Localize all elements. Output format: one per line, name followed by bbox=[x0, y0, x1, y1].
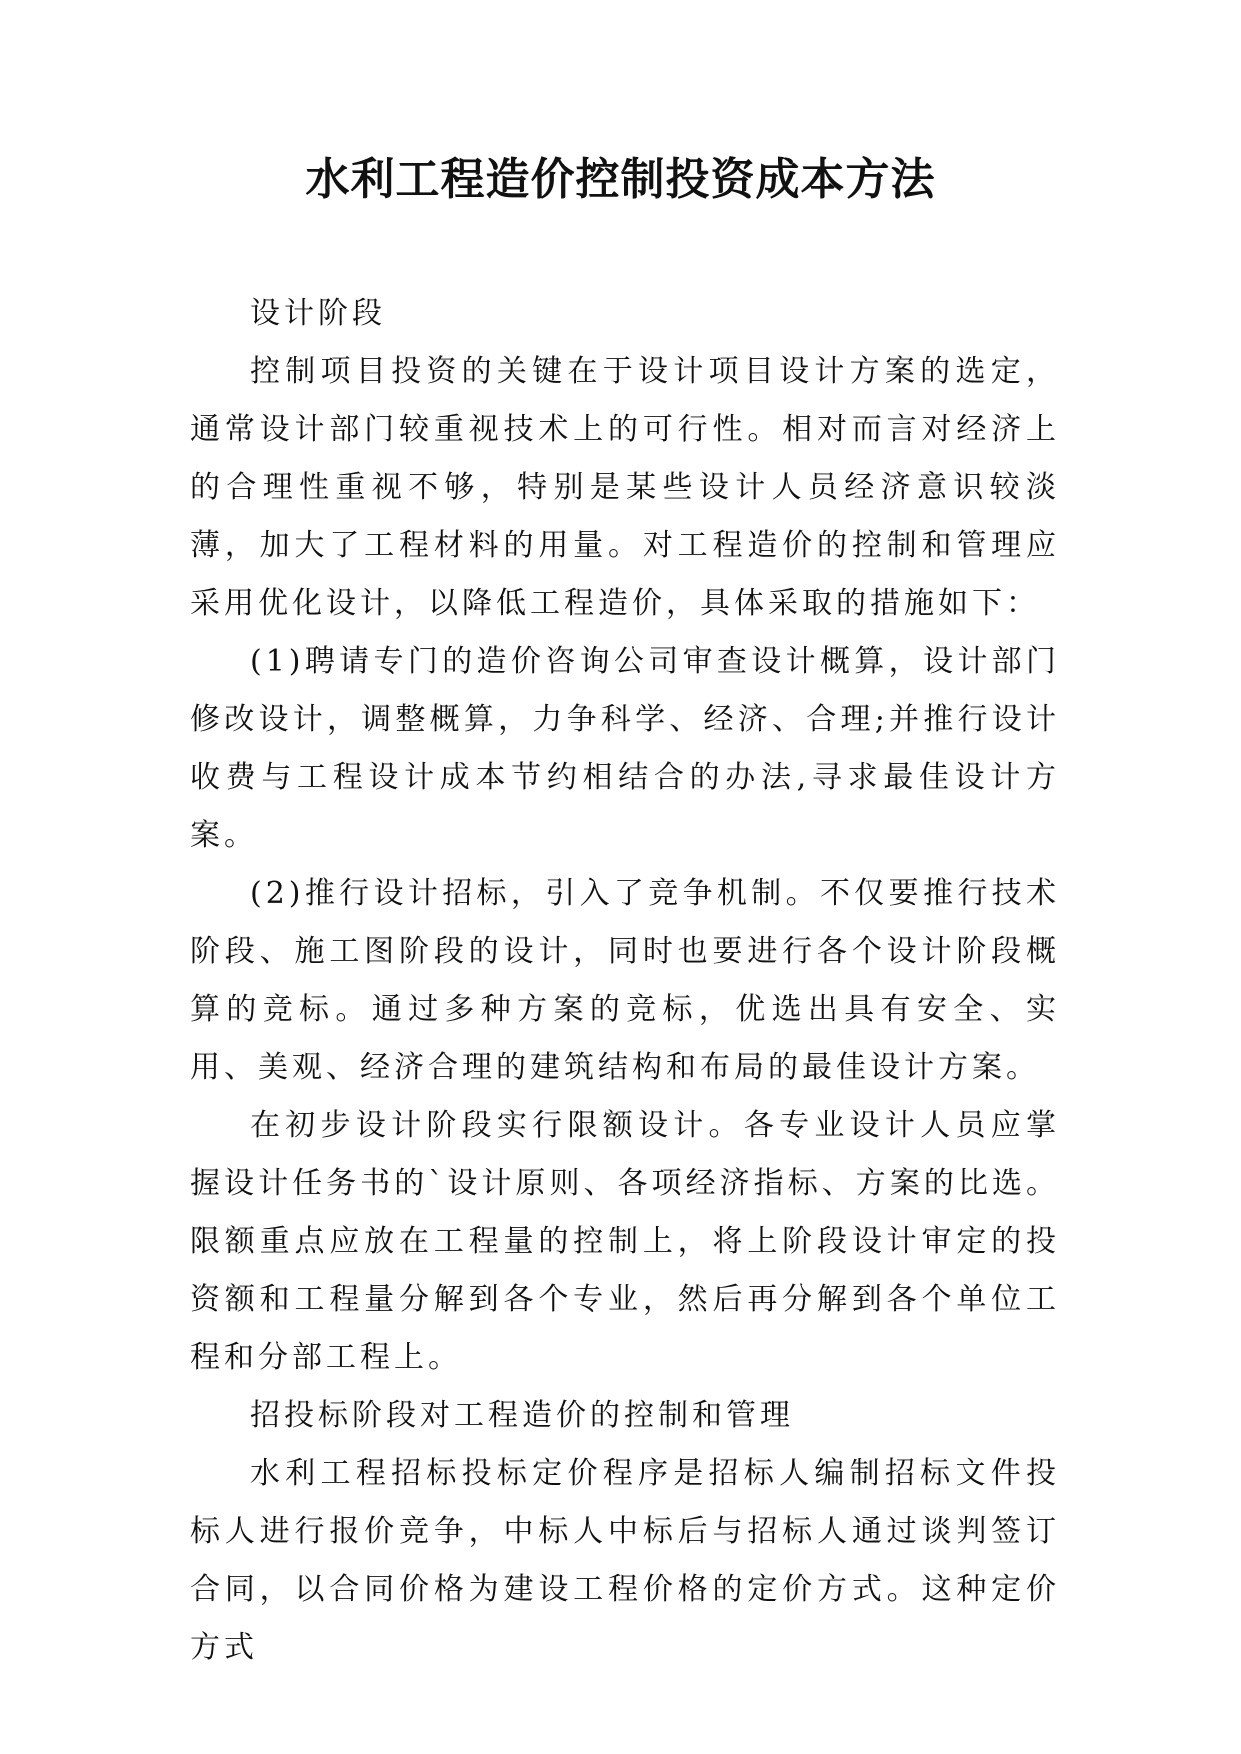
section-heading-bidding-stage: 招投标阶段对工程造价的控制和管理 bbox=[250, 1398, 794, 1433]
section-heading-design-stage: 设计阶段 bbox=[250, 296, 386, 331]
body-paragraph: 控制项目投资的关键在于设计项目设计方案的选定，通常设计部门较重视技术上的可行性。相对而言对经济上的合理性重视不够，特别是某些设计人员经济意识较淡薄，加大了工程材料的用量。对工程造价的控制和管理应采用优化设计，以降低工程造价，具体采取的措施如下： bbox=[190, 354, 1060, 621]
list-item-1: (1)聘请专门的造价咨询公司审查设计概算，设计部门修改设计，调整概算，力争科学、经济、合理;并推行设计收费与工程设计成本节约相结合的办法,寻求最佳设计方案。 bbox=[190, 644, 1060, 853]
document-body bbox=[190, 285, 1060, 1677]
list-item-2: (2)推行设计招标，引入了竞争机制。不仅要推行技术阶段、施工图阶段的设计，同时也要进行各个设计阶段概算的竞标。通过多种方案的竞标，优选出具有安全、实用、美观、经济合理的建筑结构和布局的最佳设计方案。 bbox=[190, 876, 1060, 1085]
body-paragraph: 水利工程招标投标定价程序是招标人编制招标文件投标人进行报价竞争，中标人中标后与招标人通过谈判签订合同，以合同价格为建设工程价格的定价方式。这种定价方式 bbox=[190, 1456, 1060, 1665]
body-paragraph: 在初步设计阶段实行限额设计。各专业设计人员应掌握设计任务书的`设计原则、各项经济指标、方案的比选。限额重点应放在工程量的控制上，将上阶段设计审定的投资额和工程量分解到各个专业，然后再分解到各个单位工程和分部工程上。 bbox=[190, 1108, 1060, 1375]
document-title: 水利工程造价控制投资成本方法 bbox=[305, 154, 936, 205]
